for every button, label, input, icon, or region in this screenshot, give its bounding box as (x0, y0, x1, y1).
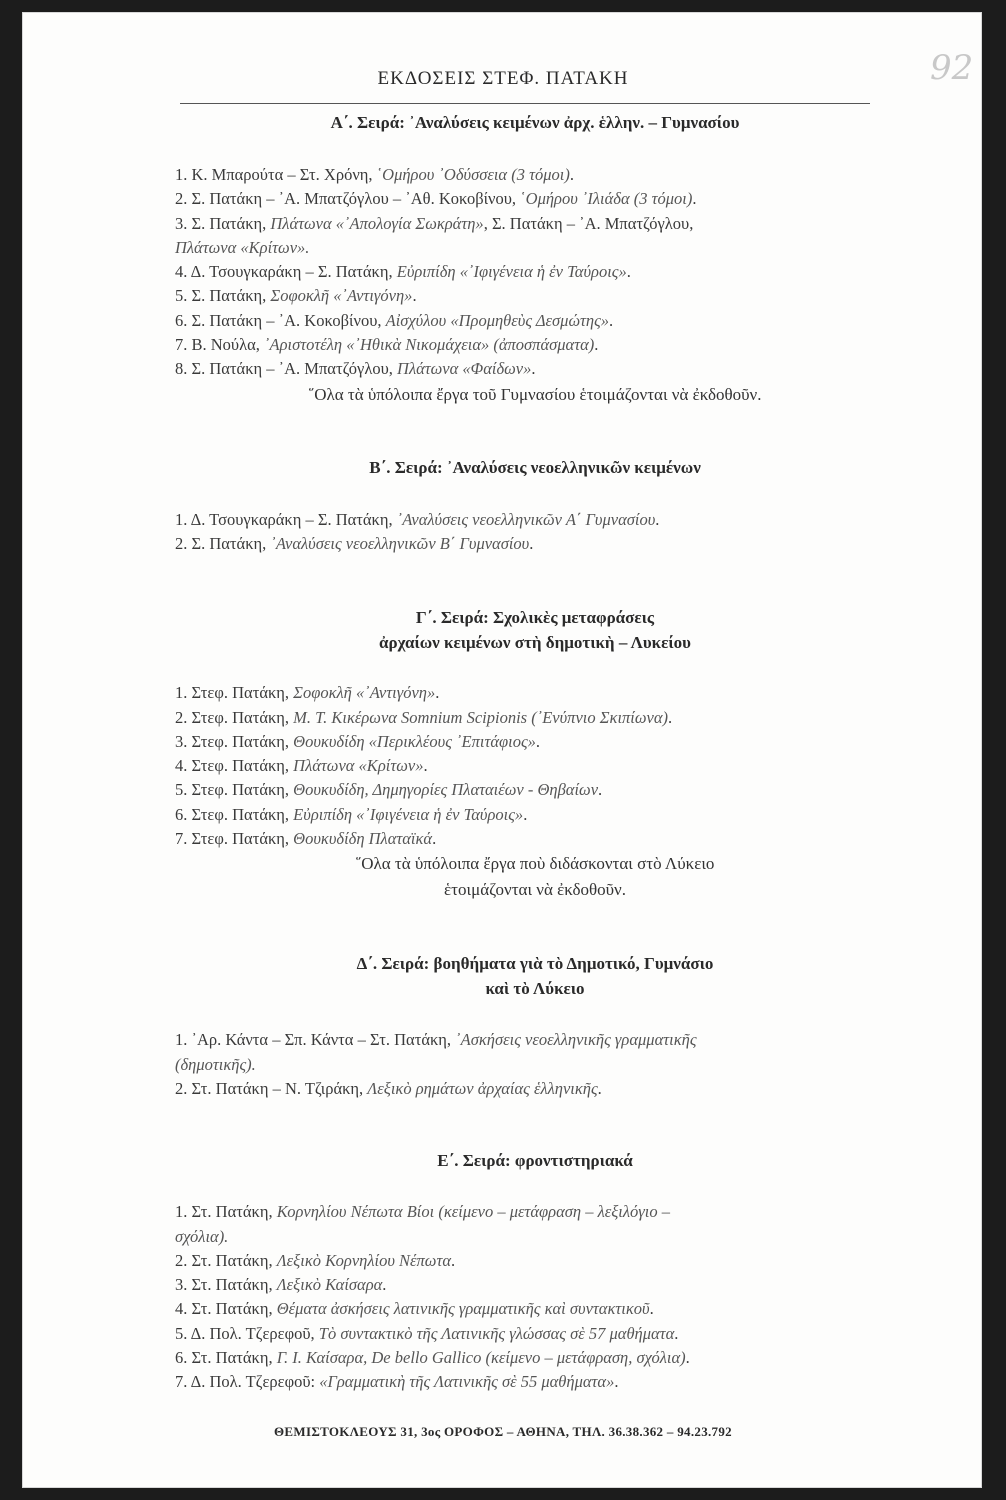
entry-authors: Σ. Πατάκη, (191, 533, 271, 553)
entry-title: Πλάτωνα «᾿Απολογία Σωκράτη» (270, 213, 484, 233)
entry-authors: Κ. Μπαρούτα – Στ. Χρόνη, (191, 165, 377, 184)
entry-tail: . (626, 262, 631, 282)
entry-authors: Στ. Πατάκη, (191, 1299, 277, 1319)
entry-title: Εὐριπίδη «᾿Ιφιγένεια ἡ ἐν Ταύροις» (293, 804, 524, 824)
entry-authors: Σ. Πατάκη, (191, 213, 271, 233)
book-entry (175, 827, 895, 851)
entry-title: Θουκυδίδη «Περικλέους ᾿Επιτάφιος» (293, 731, 536, 751)
entry-number: 3. (175, 213, 188, 233)
entry-title: ᾿Ασκήσεις νεοελληνικῆς γραμματικῆς (455, 1030, 697, 1050)
entry-tail: . (598, 780, 603, 800)
entry-tail: . (529, 533, 534, 553)
book-entry (175, 284, 895, 308)
entry-authors: Στ. Πατάκη, (191, 1250, 277, 1270)
book-entry (175, 1370, 895, 1394)
book-entry (175, 803, 895, 827)
entry-title: Θουκυδίδη Πλαταϊκά (293, 829, 433, 849)
book-entry (175, 681, 895, 705)
entry-title: Κορνηλίου Νέπωτα Βίοι (κείμενο – μετάφραση – λεξιλόγιο – (276, 1202, 670, 1222)
entry-authors: Στεφ. Πατάκη, (191, 780, 294, 800)
series-heading (175, 1148, 895, 1173)
entry-tail: . (523, 804, 528, 824)
entry-authors: Στεφ. Πατάκη, (191, 683, 294, 703)
entry-title: «Γραμματικὴ τῆς Λατινικῆς σὲ 55 μαθήματα» (319, 1372, 615, 1392)
catalog-content (175, 110, 895, 1395)
series-heading-line: Ε΄. Σειρά: φροντιστηριακά (437, 1151, 633, 1171)
book-entry (175, 1273, 895, 1297)
book-entry (175, 187, 895, 211)
book-list (175, 508, 895, 557)
entry-title: Θουκυδίδη, Δημηγορίες Πλαταιέων - Θηβαίων (293, 780, 599, 800)
entry-tail: . (609, 310, 614, 330)
entry-authors: Σ. Πατάκη, (191, 286, 271, 306)
book-list (175, 1028, 895, 1101)
series-heading (175, 455, 895, 480)
entry-title: ᾿Αριστοτέλη «᾿Ηθικὰ Νικομάχεια» (ἀποσπάσματα) (264, 335, 595, 355)
entry-authors: Σ. Πατάκη – ᾿Α. Μπατζόγλου, (191, 359, 398, 379)
series-heading-line: Β΄. Σειρά: ᾿Αναλύσεις νεοελληνικῶν κειμένων (369, 457, 701, 477)
entry-tail: . (594, 335, 599, 355)
entry-number: 3. (175, 1275, 188, 1295)
book-entry (175, 706, 895, 730)
entry-title: Λεξικὸ Κορνηλίου Νέπωτα (276, 1250, 452, 1270)
entry-tail: . (382, 1275, 387, 1295)
entry-authors: Σ. Πατάκη – ᾿Α. Μπατζόγλου – ᾿Αθ. Κοκοβίνου, (191, 189, 521, 209)
entry-title: ῾Ομήρου ᾿Ιλιάδα (3 τόμοι) (520, 189, 693, 209)
entry-continuation: σχόλια). (175, 1226, 229, 1246)
book-entry (175, 212, 895, 261)
series-heading-line: ἀρχαίων κειμένων στὴ δημοτικὴ – Λυκείου (379, 633, 691, 653)
entry-tail: . (531, 359, 536, 379)
book-entry (175, 163, 895, 187)
entry-number: 8. (175, 359, 188, 379)
series-heading-line: Δ΄. Σειρά: βοηθήματα γιὰ τὸ Δημοτικό, Γυμνάσιο (356, 954, 714, 974)
book-entry (175, 333, 895, 357)
book-entry (175, 778, 895, 802)
entry-tail: . (432, 829, 437, 849)
entry-title: Θέματα ἀσκήσεις λατινικῆς γραμματικῆς καὶ συντακτικοῦ (276, 1299, 650, 1319)
entry-tail: , Σ. Πατάκη – ᾿Α. Μπατζόγλου, (483, 213, 694, 233)
series-note (175, 851, 895, 903)
book-entry (175, 532, 895, 556)
entry-number: 1. (175, 509, 188, 529)
entry-number: 3. (175, 731, 188, 751)
entry-number: 7. (175, 335, 188, 355)
entry-title: Αἰσχύλου «Προμηθεὺς Δεσμώτης» (385, 310, 610, 330)
entry-title: Πλάτωνα «Κρίτων» (293, 756, 424, 776)
entry-tail: . (597, 1078, 602, 1098)
series-section (175, 605, 895, 903)
series-section (175, 951, 895, 1101)
entry-tail: . (655, 509, 660, 529)
book-entry (175, 1346, 895, 1370)
entry-authors: Β. Νούλα, (191, 335, 264, 355)
entry-number: 4. (175, 1299, 188, 1319)
entry-number: 5. (175, 1323, 188, 1343)
entry-continuation: (δημοτικῆς). (175, 1054, 256, 1074)
series-note-line: ῞Ολα τὰ ὑπόλοιπα ἔργα τοῦ Γυμνασίου ἑτοιμάζονται νὰ ἐκδοθοῦν. (308, 384, 762, 404)
entry-authors: Στεφ. Πατάκη, (191, 829, 294, 849)
entry-authors: Σ. Πατάκη – ᾿Α. Κοκοβίνου, (191, 310, 386, 330)
entry-authors: Στ. Πατάκη, (191, 1275, 277, 1295)
entry-title: Μ. Τ. Κικέρωνα Somnium Scipionis (᾿Ενύπνιο Σκιπίωνα) (293, 707, 669, 727)
series-note (175, 382, 895, 408)
entry-tail: . (668, 707, 673, 727)
entry-authors: Στ. Πατάκη, (191, 1202, 277, 1222)
entry-title: Λεξικὸ ρημάτων ἀρχαίας ἑλληνικῆς (367, 1078, 598, 1098)
series-note-line: ῞Ολα τὰ ὑπόλοιπα ἔργα ποὺ διδάσκονται στὸ Λύκειο (355, 854, 715, 874)
entry-number: 1. (175, 165, 188, 184)
entry-tail: . (674, 1323, 679, 1343)
entry-authors: Στεφ. Πατάκη, (191, 731, 294, 751)
entry-title: Σοφοκλῆ «᾿Αντιγόνη» (270, 286, 413, 306)
entry-number: 5. (175, 780, 188, 800)
entry-tail: . (685, 1348, 690, 1368)
entry-number: 2. (175, 1078, 188, 1098)
entry-number: 2. (175, 533, 188, 553)
series-section (175, 110, 895, 408)
book-entry (175, 1200, 895, 1249)
series-heading (175, 951, 895, 1001)
book-entry (175, 508, 895, 532)
entry-tail: . (451, 1250, 456, 1270)
entry-number: 2. (175, 1250, 188, 1270)
book-entry (175, 1028, 895, 1077)
scan-border-top (0, 0, 1006, 12)
entry-title: ᾿Αναλύσεις νεοελληνικῶν Β΄ Γυμνασίου (270, 533, 530, 553)
entry-title: Σοφοκλῆ «᾿Αντιγόνη» (293, 683, 436, 703)
book-list (175, 163, 895, 382)
book-entry (175, 1077, 895, 1101)
scan-border-left (0, 0, 22, 1500)
entry-tail: . (412, 286, 417, 306)
series-section (175, 1148, 895, 1394)
scan-border-right (982, 0, 1006, 1500)
page-number-mark: 92 (930, 48, 974, 88)
series-heading-line: Α΄. Σειρά: ᾿Αναλύσεις κειμένων ἀρχ. ἑλλην. – Γυμνασίου (330, 113, 740, 132)
entry-title: ῾Ομήρου ᾿Οδύσσεια (3 τόμοι) (376, 165, 570, 184)
book-entry (175, 1322, 895, 1346)
series-heading (175, 110, 895, 135)
publisher-address: ΘΕΜΙΣΤΟΚΛΕΟΥΣ 31, 3ος ΟΡΟΦΟΣ – ΑΘΗΝΑ, ΤΗΛ. 36.38.362 – 94.23.792 (274, 1424, 732, 1439)
scan-border-bottom (0, 1488, 1006, 1500)
header-rule (180, 103, 870, 104)
book-entry (175, 1249, 895, 1273)
book-entry (175, 260, 895, 284)
entry-number: 7. (175, 1372, 188, 1392)
entry-title: Λεξικὸ Καίσαρα (276, 1275, 383, 1295)
entry-number: 4. (175, 756, 188, 776)
entry-title: ᾿Αναλύσεις νεοελληνικῶν Α΄ Γυμνασίου (396, 509, 656, 529)
entry-authors: Στ. Πατάκη – Ν. Τζιράκη, (191, 1078, 368, 1098)
entry-number: 5. (175, 286, 188, 306)
entry-authors: Δ. Πολ. Τζερεφοῦ, (190, 1323, 319, 1343)
series-section (175, 455, 895, 557)
entry-authors: Στεφ. Πατάκη, (191, 804, 294, 824)
entry-authors: Στεφ. Πατάκη, (191, 756, 294, 776)
series-heading (175, 605, 895, 655)
entry-authors: Στ. Πατάκη, (191, 1348, 277, 1368)
entry-title: Γ. Ι. Καίσαρα, De bello Gallico (κείμενο – μετάφραση, σχόλια) (276, 1348, 686, 1368)
book-entry (175, 309, 895, 333)
entry-number: 1. (175, 683, 188, 703)
entry-number: 7. (175, 829, 188, 849)
entry-authors: Δ. Τσουγκαράκη – Σ. Πατάκη, (190, 509, 397, 529)
entry-title: Τὸ συντακτικὸ τῆς Λατινικῆς γλώσσας σὲ 57 μαθήματα (318, 1323, 675, 1343)
entry-tail: . (614, 1372, 619, 1392)
book-entry (175, 754, 895, 778)
entry-tail: . (423, 756, 428, 776)
book-list (175, 1200, 895, 1394)
series-heading-line: καὶ τὸ Λύκειο (485, 979, 585, 999)
entry-authors: ᾿Αρ. Κάντα – Σπ. Κάντα – Στ. Πατάκη, (191, 1030, 456, 1050)
publisher-title: ΕΚΔΟΣΕΙΣ ΣΤΕΦ. ΠΑΤΑΚΗ (377, 68, 629, 89)
entry-number: 4. (175, 262, 188, 282)
entry-tail: . (435, 683, 440, 703)
entry-number: 1. (175, 1202, 188, 1222)
entry-authors: Δ. Τσουγκαράκη – Σ. Πατάκη, (190, 262, 397, 282)
entry-number: 6. (175, 1348, 188, 1368)
entry-authors: Δ. Πολ. Τζερεφοῦ: (190, 1372, 320, 1392)
entry-title: Πλάτωνα «Φαίδων» (397, 359, 532, 379)
entry-title: Εὐριπίδη «᾿Ιφιγένεια ἡ ἐν Ταύροις» (396, 262, 627, 282)
book-entry (175, 357, 895, 381)
entry-number: 1. (175, 1030, 188, 1050)
entry-tail: . (535, 731, 541, 751)
entry-authors: Στεφ. Πατάκη, (191, 707, 294, 727)
entry-continuation: Πλάτωνα «Κρίτων». (175, 237, 310, 257)
entry-number: 6. (175, 310, 188, 330)
book-entry (175, 1297, 895, 1321)
entry-tail: . (692, 189, 697, 209)
book-list (175, 681, 895, 851)
entry-number: 6. (175, 804, 188, 824)
series-note-line: ἑτοιμάζονται νὰ ἐκδοθοῦν. (444, 880, 626, 900)
series-heading-line: Γ΄. Σειρά: Σχολικὲς μεταφράσεις (415, 608, 655, 628)
entry-tail: . (649, 1299, 654, 1319)
entry-tail: . (569, 165, 574, 184)
entry-number: 2. (175, 707, 188, 727)
book-entry (175, 730, 895, 754)
entry-number: 2. (175, 189, 188, 209)
